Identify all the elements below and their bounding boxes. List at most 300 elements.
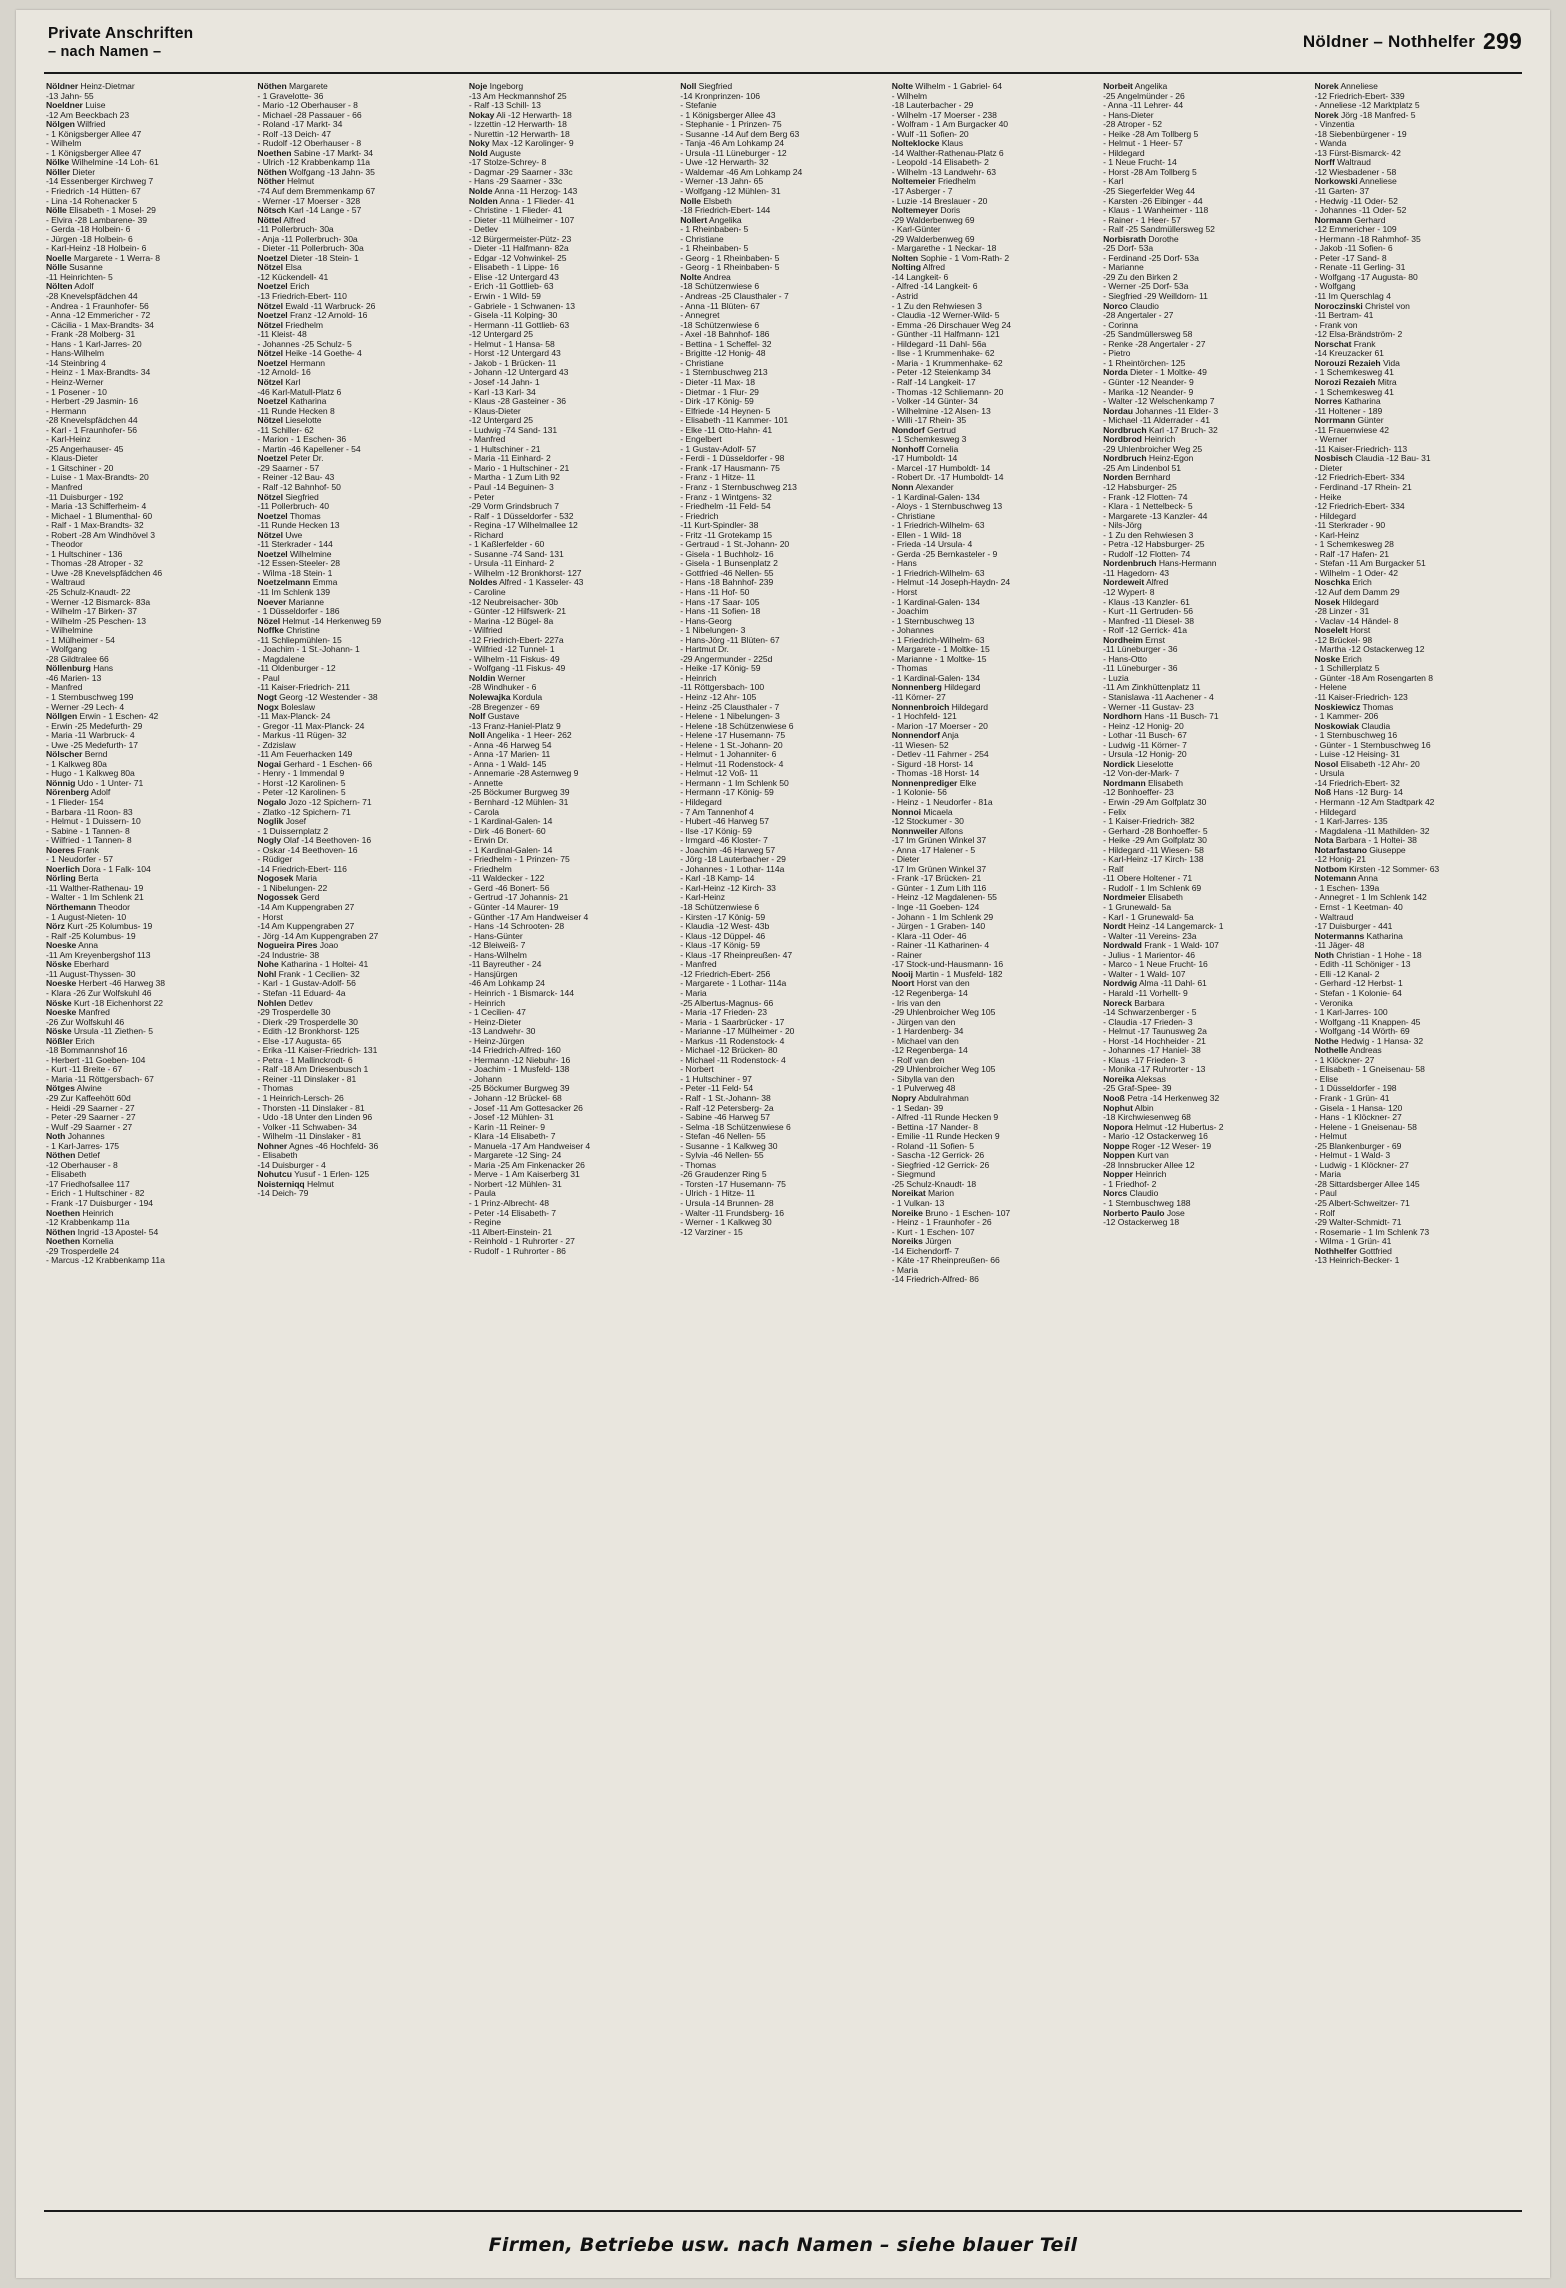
entry-surname: Nopora [1103,1121,1133,1132]
entry-detail: Katharina [1341,396,1381,407]
entry-detail: -29 Walderbenweg 69 [891,214,975,225]
entry-detail: Anna - 1 Flieder- 41 [497,195,575,206]
entry-detail: - Vaclav -14 Händel- 8 [1314,615,1399,626]
entry-detail: - 1 Kammer- 206 [1314,711,1379,722]
entry-detail: - Michael -11 Alderrader - 41 [1103,415,1210,426]
entry-detail: - Wilhelm -12 Bronkhorst- 127 [468,567,582,578]
entry-surname: Nogx [257,701,279,712]
entry-detail: - Gabriele - 1 Schwanen- 13 [468,300,575,311]
entry-detail: Heike -14 Goethe- 4 [282,348,362,359]
entry-surname: Nohe [257,959,279,970]
entry-detail: - Klara -14 Elisabeth- 7 [468,1131,556,1142]
entry-detail: - 1 Cecilien- 47 [468,1007,526,1018]
entry-surname: Nordwig [1103,978,1138,989]
entry-detail: - Jürgen van den [891,1016,956,1027]
entry-detail: - Hans - 1 Klöckner- 27 [1314,1112,1402,1123]
entry-detail: -17 Stolze-Schrey- 8 [468,157,547,168]
entry-detail: - Maria -11 Einhard- 2 [468,453,551,464]
entry-detail: - Horst -28 Am Tollberg 5 [1103,166,1197,177]
entry-surname: Norkowski [1314,176,1358,187]
entry-detail: - Ferdinand -25 Dorf- 53a [1103,252,1199,263]
entry-detail: - Annemarie -28 Asternweg 9 [468,768,579,779]
entry-surname: Noreiks [891,1236,923,1247]
entry-detail: - Paul [257,672,280,683]
entry-detail: - Frieda -14 Ursula- 4 [891,539,973,550]
entry-detail: - Reinhold - 1 Ruhrorter - 27 [468,1236,575,1247]
entry-detail: - Maria [891,1264,919,1275]
entry-detail: - Rudolf -12 Oberhauser - 8 [257,138,362,149]
entry-detail: Karl -17 Bruch- 32 [1146,424,1218,435]
entry-detail: - Heinz-Jürgen [468,1035,525,1046]
entry-detail: Alfons [937,825,963,836]
entry-detail: Roger -12 Weser- 19 [1129,1140,1212,1151]
directory-entry-line [257,1189,463,1199]
entry-surname: Nötsch [257,205,287,216]
entry-surname: Norozi Rezaieh [1314,376,1376,387]
entry-detail: -12 Stockumer - 30 [891,816,964,827]
entry-detail: - Günther -17 Am Handweiser 4 [468,911,589,922]
entry-surname: Noschka [1314,577,1351,588]
entry-detail: - Manfred [468,434,506,445]
entry-detail: - Mario -12 Oberhauser - 8 [257,100,358,111]
entry-detail: - Ferdi - 1 Düsseldorfer - 98 [680,453,785,464]
entry-detail: - Christiane [891,510,936,521]
entry-detail: - Elisabeth - 1 Lippe- 16 [468,262,559,273]
entry-detail: - Friedrich [680,510,719,521]
entry-detail: Siegfried [696,82,733,91]
entry-detail: Eberhard [71,959,109,970]
entry-detail: - Dirk -46 Bonert- 60 [468,825,546,836]
entry-detail: - 1 Rheinbaben- 5 [680,243,749,254]
directory-entry-line [46,1256,252,1266]
entry-detail: Adolf [89,787,111,798]
entry-detail: - Gisela - 1 Hansa- 120 [1314,1102,1403,1113]
entry-detail: - Norbert [680,1064,714,1075]
entry-detail: - Klaudia -12 West- 43b [680,921,770,932]
entry-detail: - Johann -12 Untergard 43 [468,367,569,378]
entry-surname: Nöthen [257,166,287,177]
entry-detail: - Ludwig -11 Körner- 7 [1103,739,1187,750]
entry-detail: - Wolfgang -12 Mühlen- 31 [680,186,781,197]
entry-surname: Noskiewicz [1314,701,1361,712]
entry-detail: Marianne [286,596,325,607]
entry-detail: - Andreas -25 Clausthaler - 7 [680,291,789,302]
entry-surname: Nooß [1103,1092,1125,1103]
entry-detail: - Karl-Heinz -18 Holbein- 6 [46,243,147,254]
entry-detail: -11 Röttgersbach- 100 [680,682,765,693]
entry-detail: - Stanislawa -11 Aachener - 4 [1103,692,1214,702]
entry-detail: Hildegard [941,682,981,693]
entry-detail: -11 Walther-Rathenau- 19 [46,882,144,893]
entry-detail: -11 Bertram- 41 [1314,310,1374,321]
entry-detail: Alma -11 Dahl- 61 [1137,978,1207,989]
entry-detail: - Helene -18 Schützenwiese 6 [680,720,794,731]
entry-surname: Notemann [1314,873,1357,884]
entry-detail: - Heinrich [680,672,717,683]
entry-detail: Wilhelmine -14 Loh- 61 [69,157,159,168]
entry-detail: - Karin -11 Reiner- 9 [468,1121,546,1132]
entry-detail: - Rainer [891,949,922,960]
entry-detail: - Else -17 Augusta- 65 [257,1035,342,1046]
entry-detail: - Karl-Heinz [1314,529,1360,540]
entry-detail: -29 Zu den Birken 2 [1103,271,1178,282]
entry-detail: - Joachim -46 Harweg 57 [680,844,776,855]
entry-detail: - 1 Düsseldorfer - 186 [257,606,340,617]
entry-detail: - Roland -17 Markt- 34 [257,119,343,130]
entry-detail: - Heike [1314,491,1342,502]
entry-detail: - Hans-Jörg -11 Blüten- 67 [680,634,780,645]
entry-surname: Norberto Paulo [1103,1207,1165,1218]
entry-surname: Nonnenbroich [891,701,950,712]
header-section-subtitle: – nach Namen – [48,44,162,60]
entry-detail: - Margarete -12 Sing- 24 [468,1150,562,1161]
entry-detail: - Susanne -74 Sand- 131 [468,548,564,559]
entry-detail: - 7 Am Tannenhof 4 [680,806,754,817]
entry-detail: -14 Essenberger Kirchweg 7 [46,176,154,187]
entry-detail: - Hermann -17 König- 59 [680,787,774,798]
entry-detail: - Harald -11 Vorhellt- 9 [1103,987,1188,998]
entry-detail: - Brigitte -12 Honig- 48 [680,348,766,359]
entry-detail: - Luzie -14 Breslauer - 20 [891,195,988,206]
entry-detail: - Thomas [680,1159,717,1170]
entry-detail: - Stefan -46 Nellen- 55 [680,1131,766,1142]
entry-surname: Nörling [46,873,76,884]
entry-detail: Kurt -25 Kolumbus- 19 [64,921,153,932]
entry-detail: -14 Eichendorff- 7 [891,1245,959,1256]
entry-detail: - Hildegard -11 Wiesen- 58 [1103,844,1204,855]
entry-surname: Nold [468,147,488,158]
entry-detail: -25 Graf-Spee- 39 [1103,1083,1172,1094]
entry-detail: -11 Schliepmühlen- 15 [257,634,342,645]
entry-detail: - Heidi -29 Saarner - 27 [46,1102,135,1113]
entry-detail: - Günter -14 Maurer- 19 [468,902,559,913]
entry-detail: - Sigurd -18 Horst- 14 [891,758,974,769]
entry-detail: - Nurettin -12 Herwarth- 18 [468,128,570,139]
entry-detail: - Aloys - 1 Sternbuschweg 13 [891,501,1003,512]
entry-detail: - Rainer - 1 Heer- 57 [1103,214,1181,225]
entry-detail: - Hartmut Dr. [680,644,729,655]
entry-detail: - Margarete - 1 Lothar- 114a [680,978,787,989]
entry-detail: - Ralf -17 Hafen- 21 [1314,548,1389,559]
entry-detail: - Elfriede -14 Heynen- 5 [680,405,771,416]
directory-column-6 [1103,82,1314,2204]
entry-detail: -11 Albert-Einstein- 21 [468,1226,553,1237]
entry-detail: Maria [293,873,317,884]
entry-detail: - Manfred -11 Diesel- 38 [1103,615,1194,626]
entry-detail: - Erwin -29 Am Golfplatz 30 [1103,797,1207,808]
entry-detail: Christine [283,625,320,636]
entry-detail: - Elise [1314,1073,1339,1084]
entry-detail: -28 Gildtralee 66 [46,653,109,664]
entry-surname: Noglik [257,816,284,827]
entry-detail: Heinrich [1141,434,1176,445]
directory-entry-line [1103,798,1309,808]
entry-detail: - Hildegard [1103,147,1145,158]
entry-detail: - Paul [1314,1188,1337,1199]
entry-detail: Kornelia [80,1236,114,1247]
entry-detail: - Rüdiger [257,854,293,865]
entry-detail: - Anna -12 Emmericher - 72 [46,310,151,321]
entry-detail: Andreas [1348,1045,1382,1056]
entry-detail: -28 Knevelspfädchen 44 [46,415,138,426]
entry-detail: - Anneliese -12 Marktplatz 5 [1314,100,1420,111]
entry-detail: Bernhard [1132,472,1171,483]
entry-detail: - Ludwig - 1 Klöckner- 27 [1314,1159,1409,1170]
entry-detail: Wolfgang -13 Jahn- 35 [286,166,375,177]
entry-detail: -11 Kurt-Spindler- 38 [680,520,759,531]
entry-surname: Noß [1314,787,1332,798]
entry-detail: -11 Kleist- 48 [257,329,307,340]
entry-detail: Karl -14 Lange - 57 [286,205,362,216]
directory-entry-line [469,483,675,493]
entry-detail: - Marco - 1 Neue Frucht- 16 [1103,959,1208,970]
entry-detail: - Gisela -11 Kolping- 30 [468,310,558,321]
entry-detail: - Vinzentia [1314,119,1355,130]
entry-detail: - Heike -28 Am Tollberg 5 [1103,128,1199,139]
entry-detail: - 1 Kalkweg 80a [46,758,107,769]
entry-detail: - Friedhelm -11 Feld- 54 [680,501,771,512]
entry-surname: Noldin [468,672,496,683]
entry-detail: - Helmut [1314,1131,1347,1142]
entry-detail: Dieter - 1 Moltke- 49 [1127,367,1207,378]
entry-detail: Elisabeth [1145,777,1183,788]
entry-surname: Nordbrod [1103,434,1142,445]
entry-detail: -12 Am Beeckbach 23 [46,109,130,120]
entry-detail: - Robert Dr. -17 Humboldt- 14 [891,472,1004,483]
entry-detail: Alfred [920,262,945,273]
entry-detail: -28 Knevelspfädchen 44 [46,291,138,302]
entry-detail: - Hans -17 Saar- 105 [680,596,760,607]
entry-surname: Nota [1314,835,1334,846]
entry-detail: Anja [939,730,959,741]
entry-detail: - Werner - 1 Kalkweg 30 [680,1217,772,1228]
entry-detail: -28 Sittardsberger Allee 145 [1314,1178,1420,1189]
entry-detail: - Wilhelm -17 Birken- 37 [46,606,137,617]
entry-surname: Nolting [891,262,921,273]
entry-detail: -29 Uhlenbroicher Weg 105 [891,1064,996,1075]
entry-detail: - Wulf -11 Sofien- 20 [891,128,969,139]
entry-surname: Norda [1103,367,1128,378]
entry-detail: - Peter -17 Sand- 8 [1314,252,1387,263]
entry-surname: Noselelt [1314,625,1348,636]
entry-detail: - Klaus -13 Kanzler- 61 [1103,596,1190,607]
entry-detail: - Klara - 1 Nettelbeck- 5 [1103,501,1193,512]
entry-detail: - Martha -12 Ostackerweg 12 [1314,644,1425,655]
entry-detail: -11 Kaiser-Friedrich- 211 [257,682,350,693]
entry-detail: - Hedwig -11 Oder- 52 [1314,195,1398,206]
entry-detail: - Iris van den [891,997,941,1008]
entry-detail: - Heinz -12 Magdalenen- 55 [891,892,997,903]
entry-detail: - Barbara -11 Roon- 83 [46,806,133,817]
entry-detail: - Elke -11 Otto-Hahn- 41 [680,424,773,435]
entry-detail: -24 Industrie- 38 [257,949,320,960]
entry-detail: Wilfried [74,119,106,130]
entry-detail: - 1 Hultschiner - 21 [468,443,541,454]
entry-detail: Andrea [701,271,731,282]
entry-detail: Max -12 Karolinger- 9 [489,138,574,149]
entry-surname: Noort [891,978,915,989]
entry-detail: - Hildegard [680,797,722,808]
entry-detail: -25 Böckumer Burgweg 39 [468,787,570,798]
entry-detail: - 1 Sternbuschweg 213 [680,367,768,378]
entry-surname: Nogalo [257,797,287,808]
entry-detail: -11 Im Querschlag 4 [1314,291,1391,302]
entry-detail: - Hildegard -11 Dahl- 56a [891,338,987,349]
entry-surname: Noje [468,82,488,91]
entry-detail: Helmut -14 Herkenweg 59 [280,615,382,626]
entry-surname: Noetzel [257,281,288,292]
entry-detail: - Werner -17 Moerser - 328 [257,195,361,206]
entry-surname: Noeres [46,844,75,855]
entry-detail: Werner [495,672,526,683]
entry-detail: - 1 Sternbuschweg 16 [1314,730,1398,741]
entry-detail: Susanne [66,262,103,273]
entry-detail: - 1 Grunewald- 5a [1103,902,1172,913]
entry-detail: - Frank -28 Molberg- 31 [46,329,136,340]
entry-detail: - Wilhelm [891,90,928,101]
entry-detail: Anna -11 Herzog- 143 [492,186,578,197]
entry-detail: - 1 Kaiser-Friedrich- 382 [1103,816,1195,827]
entry-surname: Nosek [1314,596,1341,607]
entry-detail: - Peter -12 Steienkamp 34 [891,367,991,378]
entry-detail: - Regine [468,1217,501,1228]
entry-detail: - Hans - 1 Karl-Jarres- 20 [46,338,142,349]
entry-surname: Nonhoff [891,443,925,454]
footer-note: Firmen, Betriebe usw. nach Namen – siehe blauer Teil [488,2234,1078,2256]
directory-entry-line [257,903,463,913]
entry-detail: -46 Karl-Matull-Platz 6 [257,386,342,397]
entry-detail: - 1 Schemkesweg 28 [1314,539,1394,550]
entry-surname: Nölten [46,281,73,292]
entry-detail: - Hans-Dieter [1103,109,1154,120]
entry-detail: -11 Oldenburger - 12 [257,663,336,674]
entry-detail: - Hermann -12 Am Stadtpark 42 [1314,797,1435,808]
entry-surname: Nöttel [257,214,282,225]
entry-surname: Noskowiak [1314,720,1359,731]
entry-detail: - Hermann [46,405,87,416]
entry-detail: - 1 Friedrich-Wilhelm- 63 [891,520,985,531]
entry-detail: Auguste [487,147,521,158]
entry-detail: - Wilhelm -11 Fiskus- 49 [468,653,560,664]
entry-surname: Norbisrath [1103,233,1147,244]
entry-detail: -13 Am Heckmannshof 25 [468,90,567,101]
entry-detail: - 1 Kardinal-Galen- 14 [468,844,553,855]
entry-detail: Erich [1350,577,1372,588]
entry-detail: -28 Innsbrucker Allee 12 [1103,1159,1195,1170]
directory-entry-line [469,798,675,808]
entry-detail: - Jürgen - 1 Graben- 140 [891,921,986,932]
entry-detail: -12 Neubreisacher- 30b [468,596,559,607]
directory-entry-line [1103,340,1309,350]
entry-surname: Nooij [891,968,913,979]
entry-detail: - Elisabeth -11 Kammer- 101 [680,415,789,426]
entry-surname: Nörz [46,921,65,932]
entry-detail: -18 Kirchwiesenweg 68 [1103,1112,1191,1123]
entry-detail: Kordula [510,692,543,702]
entry-detail: Josef [283,816,307,827]
entry-detail: - Maria - 1 Krummenhake- 62 [891,357,1003,368]
entry-surname: Nöldner [46,82,79,91]
entry-detail: - Heinz -25 Clausthaler - 7 [680,701,780,712]
entry-detail: Ursula -11 Ziethen- 5 [71,1026,153,1037]
entry-detail: Vida [1380,357,1400,368]
entry-surname: Nohutcu [257,1169,292,1180]
entry-detail: - Manfred [680,959,717,970]
entry-detail: -12 Kückendell- 41 [257,271,329,282]
entry-detail: Franz -12 Arnold- 16 [287,310,368,321]
entry-detail: - Thomas [257,1083,294,1094]
entry-detail: - Norbert -12 Mühlen- 31 [468,1178,562,1189]
entry-detail: Cornelia [924,443,959,454]
entry-detail: Klaus [939,138,963,149]
entry-detail: - Hans -11 Hof- 50 [680,586,750,597]
entry-detail: Horst [1347,625,1371,636]
entry-detail: - Lothar -11 Busch- 67 [1103,730,1187,741]
entry-detail: -25 Böckumer Burgweg 39 [468,1083,570,1094]
entry-detail: - Johannes -17 Haniel- 38 [1103,1045,1201,1056]
entry-detail: - Werner -12 Bismarck- 83a [46,596,151,607]
entry-detail: - Dieter [1314,462,1343,473]
entry-detail: - Uwe -12 Herwarth- 32 [680,157,769,168]
entry-detail: - Maria -11 Röttgersbach- 67 [46,1073,154,1084]
entry-detail: - Wilhelm -25 Peschen- 13 [46,615,147,626]
entry-detail: - Frank -17 Hausmann- 75 [680,462,780,473]
directory-entry-line [469,1247,675,1257]
entry-detail: - Waldemar -46 Am Lohkamp 24 [680,166,803,177]
entry-detail: - Regina -17 Wilhelmallee 12 [468,520,578,531]
entry-detail: Margarete [286,82,328,91]
entry-detail: - Helmut -17 Taunusweg 2a [1103,1026,1207,1037]
entry-detail: - Zdzislaw [257,739,296,750]
entry-detail: Olaf -14 Beethoven- 16 [281,835,372,846]
entry-detail: -13 Fürst-Bismarck- 42 [1314,147,1401,158]
directory-entry-line [1315,1256,1521,1266]
entry-detail: -13 Franz-Haniel-Platz 9 [468,720,561,731]
entry-detail: - Renke -28 Angertaler - 27 [1103,338,1206,349]
entry-detail: - 1 Sedan- 39 [891,1102,944,1113]
entry-detail: -26 Graudenzer Ring 5 [680,1169,767,1180]
entry-detail: Detlef [75,1150,100,1161]
entry-detail: - Rosemarie - 1 Im Schlenk 73 [1314,1226,1430,1237]
entry-detail: - Oskar -14 Beethoven- 16 [257,844,358,855]
entry-detail: -29 Walderbenweg 69 [891,233,975,244]
directory-entry-line [892,282,1098,292]
entry-detail: Mitra [1375,376,1397,387]
entry-detail: - Claudia -12 Werner-Wild- 5 [891,310,1000,321]
entry-detail: - Karl-Heinz -17 Kirch- 138 [1103,854,1204,865]
entry-detail: - Wilfried - 1 Tannen- 8 [46,835,132,846]
entry-detail: Ernst [1142,634,1165,645]
entry-surname: Nopry [891,1092,917,1103]
entry-detail: Katharina [1364,930,1403,941]
entry-detail: - Elvira -28 Lambarene- 39 [46,214,147,225]
entry-detail: - 1 Gustav-Adolf- 57 [680,443,757,454]
entry-detail: - Karl -18 Kamp- 14 [680,873,755,884]
entry-detail: Jürgen [922,1236,952,1247]
entry-surname: Noethen [257,147,292,158]
entry-detail: Frank [1351,338,1376,349]
entry-detail: Helmut [284,176,315,187]
entry-detail: - Ralf -25 Sandmüllersweg 52 [1103,224,1215,235]
entry-surname: Nogt [257,692,277,702]
entry-detail: -11 Frauenwiese 42 [1314,424,1389,435]
entry-detail: - Tanja -46 Am Lohkamp 24 [680,138,784,149]
entry-detail: Gertrud [924,424,956,435]
entry-detail: Manfred [76,1007,110,1018]
entry-detail: - 1 Rheintörchen- 125 [1103,357,1186,368]
entry-detail: -18 Schützenwiese 6 [680,902,760,913]
entry-detail: Frank - 1 Cecilien- 32 [276,968,360,979]
